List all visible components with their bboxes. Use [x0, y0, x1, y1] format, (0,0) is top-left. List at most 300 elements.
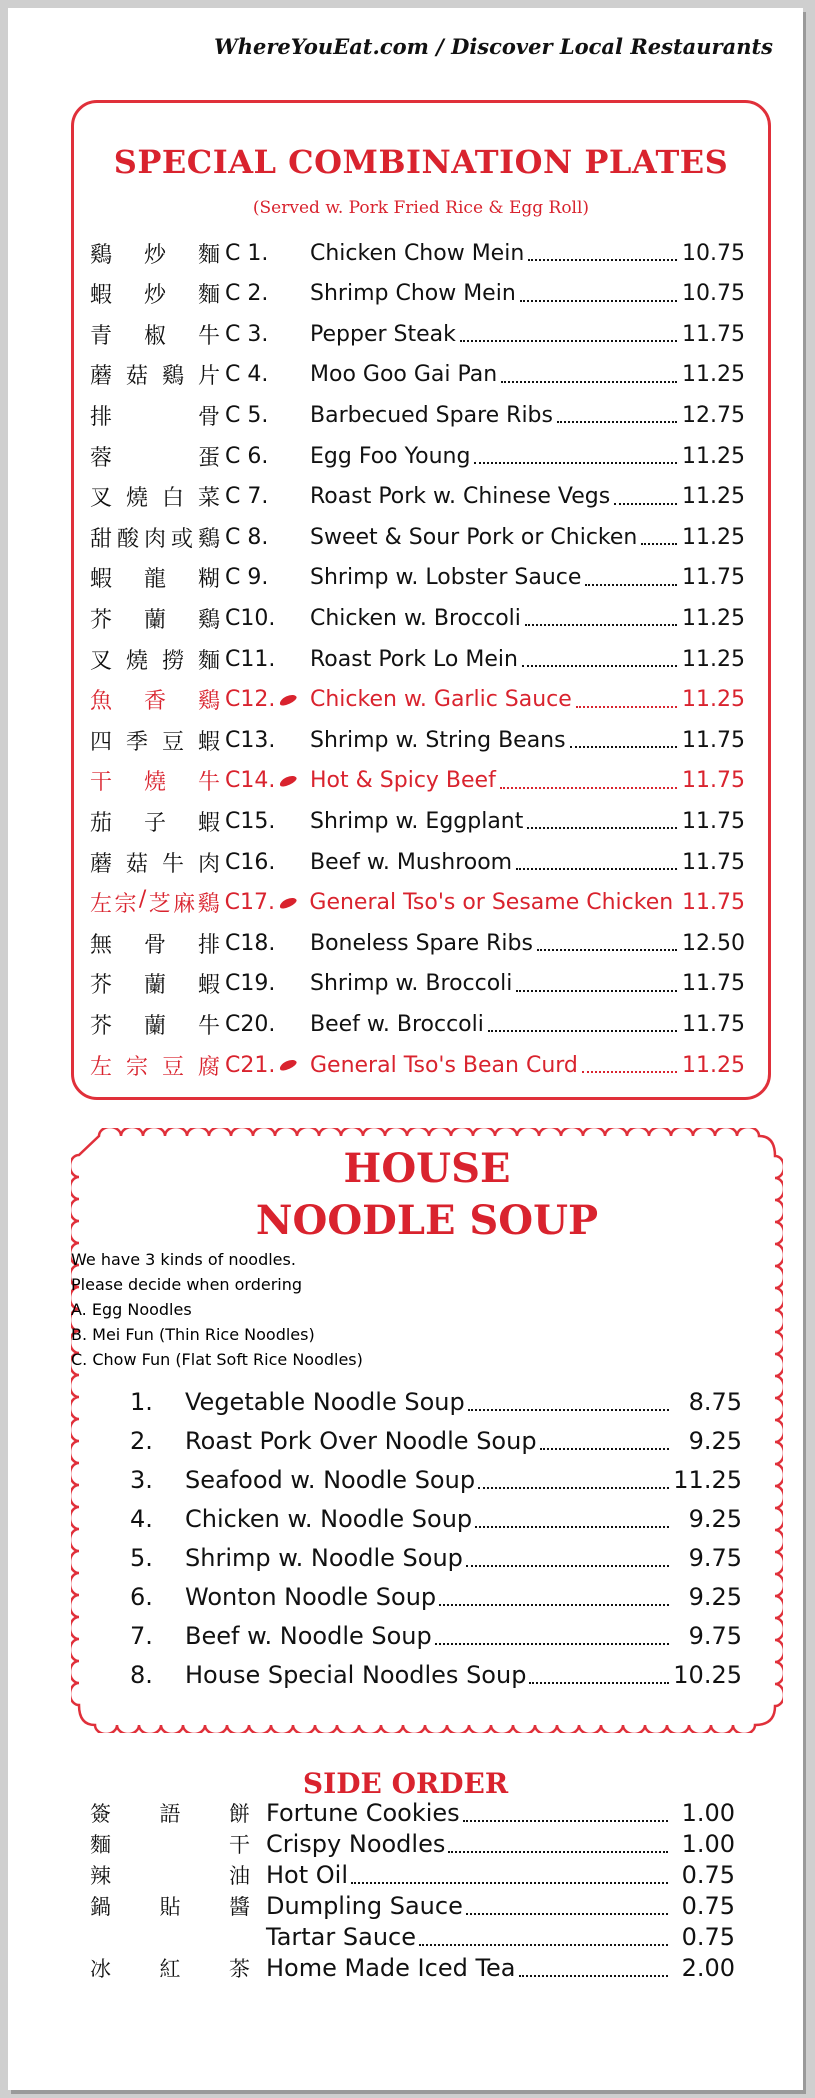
combo-item-code-text: C17.	[224, 890, 275, 916]
combo-item-name: Beef w. Broccoli	[310, 1011, 484, 1037]
combo-item-price: 11.75	[682, 1011, 745, 1037]
noodle-soup-number: 1.	[130, 1388, 153, 1416]
combo-item-code-text: C21.	[225, 1052, 276, 1078]
combo-item-price: 11.75	[682, 321, 745, 347]
combo-item-name: Barbecued Spare Ribs	[310, 402, 553, 428]
combo-item-chinese	[90, 400, 220, 431]
combo-item-code-text: C 1.	[225, 240, 269, 266]
combo-item-code	[220, 647, 310, 672]
combo-item-chinese-char: 麵	[197, 648, 220, 674]
combo-item-name: General Tso's Bean Curd	[310, 1052, 578, 1078]
dot-leader	[576, 692, 677, 708]
combo-item-chinese-char: 腐	[197, 1054, 220, 1080]
combo-item-chinese-char: 炒	[143, 242, 166, 268]
combo-item-price: 10.75	[682, 281, 745, 307]
noodle-soup-title-line2: NOODLE SOUP	[255, 1197, 599, 1244]
combo-item-chinese-char: 鷄	[161, 364, 184, 390]
noodle-soup-row	[130, 1618, 742, 1654]
dot-leader	[525, 610, 677, 626]
noodle-soup-price: 8.75	[688, 1388, 742, 1416]
combo-item-row	[90, 480, 745, 514]
combo-item-chinese-char: 麵	[197, 283, 220, 309]
combo-item-price: 11.75	[682, 890, 745, 916]
dot-leader	[474, 448, 677, 464]
side-order-chinese	[90, 1860, 250, 1890]
combo-item-code-text: C 8.	[225, 524, 269, 550]
side-order-chinese-char: 冰	[90, 1956, 111, 1981]
dot-leader	[529, 1666, 669, 1684]
side-order-chinese-char: 醬	[229, 1894, 250, 1919]
combo-item-chinese-char: 芝	[148, 892, 171, 918]
combo-item-price: 11.25	[682, 443, 745, 469]
noodle-soup-title-line1: HOUSE	[343, 1145, 511, 1192]
combo-item-chinese-char: 牛	[197, 323, 220, 349]
combo-item-chinese	[90, 725, 220, 756]
combo-item-row	[90, 358, 745, 392]
noodle-soup-row	[130, 1384, 742, 1420]
combo-item-code	[220, 565, 310, 590]
combo-item-chinese-char: 菇	[125, 851, 148, 877]
noodle-soup-number: 6.	[130, 1583, 153, 1611]
combo-item-chinese	[90, 522, 220, 553]
combo-item-chinese	[90, 278, 220, 309]
side-order-name: Crispy Noodles	[266, 1829, 446, 1858]
dot-leader	[466, 1897, 668, 1915]
combo-item-code-text: C 4.	[225, 362, 269, 388]
dot-leader	[475, 1510, 669, 1528]
combo-item-name: Shrimp w. Broccoli	[310, 971, 513, 997]
side-order-chinese-char: 紅	[159, 1956, 181, 1981]
noodle-soup-row	[130, 1579, 742, 1615]
dot-leader	[585, 570, 677, 586]
combo-item-chinese-char: 蘭	[143, 607, 166, 633]
combo-item-chinese-char: 豆	[161, 729, 184, 755]
combo-item-chinese-char: 龍	[143, 567, 166, 593]
dot-leader	[528, 245, 677, 261]
combo-item-chinese-char: 排	[197, 932, 220, 958]
noodle-soup-row	[130, 1462, 742, 1498]
combo-item-chinese-char: 燒	[125, 648, 148, 674]
side-order-name: Tartar Sauce	[266, 1922, 416, 1951]
side-order-chinese-char: 干	[229, 1832, 250, 1857]
hot-pepper-icon	[278, 895, 298, 910]
combo-item-chinese	[90, 238, 220, 269]
combo-item-price: 11.75	[682, 849, 745, 875]
combo-item-name: Chicken Chow Mein	[310, 240, 525, 266]
side-order-chinese-char: 餅	[229, 1801, 250, 1826]
side-order-name: Home Made Iced Tea	[266, 1953, 516, 1982]
side-order-chinese	[90, 1953, 250, 1983]
noodle-soup-price: 9.25	[688, 1505, 742, 1533]
combo-item-code	[220, 484, 310, 509]
noodle-soup-name: Seafood w. Noodle Soup	[185, 1466, 476, 1494]
combo-item-name: Shrimp w. Lobster Sauce	[310, 565, 582, 591]
combo-item-code	[220, 525, 310, 550]
combo-item-chinese-char: 蝦	[90, 283, 113, 309]
combo-item-name: Moo Goo Gai Pan	[310, 362, 498, 388]
combo-item-row	[90, 642, 745, 676]
side-order-chinese	[90, 1798, 250, 1828]
combo-item-row	[90, 277, 745, 311]
combo-item-row	[90, 845, 745, 879]
side-order-price: 2.00	[681, 1953, 735, 1982]
combo-item-chinese-char: 蝦	[90, 567, 113, 593]
combo-item-code	[220, 403, 310, 428]
side-order-chinese-char: 語	[159, 1801, 181, 1826]
side-order-price: 1.00	[681, 1798, 735, 1827]
dot-leader	[488, 1016, 677, 1032]
side-order-chinese-char: 鍋	[90, 1894, 111, 1919]
combo-item-row	[90, 967, 745, 1001]
combo-item-chinese-char: 干	[90, 770, 113, 796]
combo-item-code-text: C13.	[225, 727, 276, 753]
combo-item-code	[220, 362, 310, 387]
combo-item-price: 11.25	[682, 687, 745, 713]
dot-leader	[478, 1471, 669, 1489]
combo-item-chinese-char: 甜	[90, 526, 113, 552]
combo-item-price: 11.75	[682, 768, 745, 794]
dot-leader	[500, 773, 677, 789]
side-order-chinese	[90, 1829, 250, 1859]
combo-item-chinese-char: 叉	[90, 648, 113, 674]
combo-item-chinese	[90, 481, 220, 512]
combo-item-code	[220, 1012, 310, 1037]
combo-item-code-text: C10.	[225, 605, 276, 631]
dot-leader	[516, 854, 677, 870]
dot-leader	[540, 1432, 669, 1450]
combo-item-name: Shrimp w. Eggplant	[310, 808, 524, 834]
combo-item-chinese-char: /	[138, 887, 147, 913]
combo-item-name: Boneless Spare Ribs	[310, 930, 533, 956]
noodle-soup-name: Vegetable Noodle Soup	[185, 1388, 465, 1416]
combo-item-price: 11.25	[682, 1052, 745, 1078]
combo-item-chinese-char: 香	[143, 689, 166, 715]
noodle-soup-number: 8.	[130, 1661, 153, 1689]
combo-item-code	[220, 1053, 310, 1078]
combo-item-chinese-char: 椒	[143, 323, 166, 349]
combo-item-price: 12.75	[682, 402, 745, 428]
combo-item-chinese-char: 鷄	[197, 526, 220, 552]
noodle-soup-number: 2.	[130, 1427, 153, 1455]
noodle-soup-name: Beef w. Noodle Soup	[185, 1622, 432, 1650]
noodle-note-line: We have 3 kinds of noodles.	[71, 1250, 296, 1269]
combo-item-name: Shrimp Chow Mein	[310, 281, 516, 307]
combination-plates-title: SPECIAL COMBINATION PLATES	[113, 143, 729, 181]
combo-item-chinese	[90, 359, 220, 390]
combo-item-chinese-char: 肉	[143, 526, 166, 552]
noodle-note-line: Please decide when ordering	[71, 1275, 303, 1294]
combo-item-name: Pepper Steak	[310, 321, 456, 347]
combo-item-row	[90, 561, 745, 595]
combo-item-chinese-char: 鷄	[90, 242, 113, 268]
combo-item-chinese	[90, 441, 220, 472]
dot-leader	[516, 976, 677, 992]
combo-item-chinese	[90, 968, 220, 999]
side-order-title: SIDE ORDER	[302, 1767, 509, 1800]
noodle-soup-price: 11.25	[673, 1466, 742, 1494]
combo-item-row	[90, 317, 745, 351]
side-order-chinese-char: 麵	[90, 1832, 111, 1857]
combo-item-code-text: C 7.	[225, 484, 269, 510]
combo-item-row	[90, 601, 745, 635]
combo-item-chinese	[90, 1050, 220, 1081]
combo-item-name: Roast Pork w. Chinese Vegs	[310, 484, 611, 510]
noodle-soup-name: Shrimp w. Noodle Soup	[185, 1544, 463, 1572]
combo-item-chinese-char: 芥	[90, 607, 113, 633]
side-order-row	[90, 1952, 735, 1983]
combo-item-chinese-char: 骨	[143, 932, 166, 958]
noodle-soup-number: 3.	[130, 1466, 153, 1494]
combo-item-name: Roast Pork Lo Mein	[310, 646, 518, 672]
combo-item-code-text: C15.	[225, 808, 276, 834]
dot-leader	[557, 407, 677, 423]
combo-item-code	[220, 931, 310, 956]
side-order-chinese-char: 油	[229, 1863, 250, 1888]
combo-item-code	[220, 971, 310, 996]
combo-item-chinese	[90, 644, 220, 675]
combo-item-chinese-char: 宗	[114, 892, 137, 918]
combo-item-code	[220, 768, 310, 793]
combo-item-code-text: C 5.	[225, 402, 269, 428]
noodle-soup-row	[130, 1501, 742, 1537]
combo-item-price: 11.25	[682, 646, 745, 672]
noodle-soup-name: House Special Noodles Soup	[185, 1661, 527, 1689]
side-order-name: Fortune Cookies	[266, 1798, 460, 1827]
side-order-price: 0.75	[681, 1891, 735, 1920]
combo-item-chinese-char: 蘭	[143, 1013, 166, 1039]
noodle-soup-price: 9.25	[688, 1583, 742, 1611]
combo-item-code-text: C 9.	[225, 565, 269, 591]
dot-leader	[537, 935, 677, 951]
dot-leader	[439, 1588, 669, 1606]
dot-leader	[519, 1959, 668, 1977]
side-order-row	[90, 1921, 735, 1952]
combo-item-chinese-char: 菇	[125, 364, 148, 390]
combo-item-code	[220, 728, 310, 753]
combo-item-chinese-char: 糊	[197, 567, 220, 593]
combo-item-chinese-char: 牛	[197, 1013, 220, 1039]
combo-item-chinese-char: 骨	[197, 404, 220, 430]
side-order-row	[90, 1890, 735, 1921]
combo-item-code	[220, 687, 310, 712]
combo-item-chinese	[90, 887, 220, 918]
combo-item-chinese-char: 或	[170, 526, 193, 552]
combo-item-chinese	[90, 603, 220, 634]
noodle-soup-name: Chicken w. Noodle Soup	[185, 1505, 473, 1533]
combo-item-chinese	[90, 847, 220, 878]
noodle-soup-number: 4.	[130, 1505, 153, 1533]
side-order-price: 0.75	[681, 1860, 735, 1889]
combo-item-code-text: C20.	[225, 1011, 276, 1037]
side-order-chinese-char: 茶	[229, 1956, 250, 1981]
combo-item-chinese-char: 豆	[161, 1054, 184, 1080]
combo-item-price: 11.75	[682, 727, 745, 753]
combo-item-chinese-char: 芥	[90, 973, 113, 999]
combo-item-row	[90, 683, 745, 717]
dot-leader	[448, 1835, 668, 1853]
combo-item-chinese-char: 左	[90, 1054, 113, 1080]
combo-item-row	[90, 886, 745, 920]
combo-item-row	[90, 926, 745, 960]
noodle-note-line: C. Chow Fun (Flat Soft Rice Noodles)	[71, 1350, 363, 1369]
combo-item-chinese-char: 牛	[161, 851, 184, 877]
combination-plates-subtitle: (Served w. Pork Fried Rice & Egg Roll)	[252, 198, 590, 218]
combo-item-chinese	[90, 562, 220, 593]
side-order-chinese-char: 簽	[90, 1801, 111, 1826]
side-order-row	[90, 1828, 735, 1859]
side-order-row	[90, 1859, 735, 1890]
combo-item-code-text: C16.	[225, 849, 276, 875]
combo-item-row	[90, 804, 745, 838]
combo-item-price: 11.75	[682, 808, 745, 834]
combo-item-price: 11.25	[682, 605, 745, 631]
combo-item-chinese-char: 蓉	[90, 445, 113, 471]
dot-leader	[419, 1928, 668, 1946]
hot-pepper-icon	[279, 773, 299, 788]
side-order-chinese-char: 辣	[90, 1863, 111, 1888]
combo-item-code-text: C 3.	[225, 321, 269, 347]
combo-item-chinese-char: 蘭	[143, 973, 166, 999]
combo-item-price: 11.75	[682, 565, 745, 591]
combo-item-chinese-char: 無	[90, 932, 113, 958]
noodle-soup-row	[130, 1657, 742, 1693]
combo-item-price: 11.75	[682, 971, 745, 997]
combo-item-chinese	[90, 319, 220, 350]
noodle-soup-number: 5.	[130, 1544, 153, 1572]
combo-item-name: Sweet & Sour Pork or Chicken	[310, 524, 638, 550]
combo-item-name: General Tso's or Sesame Chicken	[309, 890, 674, 916]
combo-item-chinese-char: 左	[90, 892, 113, 918]
combo-item-chinese-char: 菜	[197, 486, 220, 512]
combo-item-code	[220, 444, 310, 469]
combo-item-row	[90, 1048, 745, 1082]
combo-item-chinese	[90, 684, 220, 715]
combo-item-name: Chicken w. Broccoli	[310, 605, 521, 631]
combo-item-chinese	[90, 1009, 220, 1040]
combo-item-chinese-char: 子	[143, 810, 166, 836]
combo-item-code	[220, 322, 310, 347]
noodle-soup-name: Roast Pork Over Noodle Soup	[185, 1427, 537, 1455]
combo-item-price: 12.50	[682, 930, 745, 956]
noodle-soup-price: 9.75	[688, 1544, 742, 1572]
side-order-name: Dumpling Sauce	[266, 1891, 463, 1920]
combo-item-chinese-char: 鷄	[197, 892, 220, 918]
combo-item-chinese-char: 酸	[116, 526, 139, 552]
combo-item-chinese-char: 蝦	[197, 973, 220, 999]
hot-pepper-icon	[279, 1058, 299, 1073]
noodle-soup-price: 9.75	[688, 1622, 742, 1650]
site-header: WhereYouEat.com / Discover Local Restaurants	[214, 34, 773, 59]
combo-item-code-text: C19.	[225, 971, 276, 997]
dot-leader	[614, 489, 677, 505]
combo-item-code	[220, 809, 310, 834]
combo-item-chinese-char: 肉	[197, 851, 220, 877]
noodle-soup-row	[130, 1423, 742, 1459]
combo-item-code-text: C14.	[225, 768, 276, 794]
combo-item-chinese-char: 芥	[90, 1013, 113, 1039]
side-order-row	[90, 1797, 735, 1828]
combo-item-chinese-char: 魚	[90, 689, 113, 715]
combo-item-chinese	[90, 928, 220, 959]
combo-item-chinese-char: 牛	[197, 770, 220, 796]
dot-leader	[468, 1393, 669, 1411]
combo-item-row	[90, 1007, 745, 1041]
combo-item-row	[90, 398, 745, 432]
combo-item-code	[220, 890, 310, 915]
noodle-note-line: A. Egg Noodles	[71, 1300, 192, 1319]
side-order-price: 0.75	[681, 1922, 735, 1951]
hot-pepper-icon	[279, 692, 299, 707]
combo-item-chinese-char: 撈	[161, 648, 184, 674]
combo-item-name: Hot & Spicy Beef	[310, 768, 496, 794]
combo-item-price: 11.25	[682, 362, 745, 388]
noodle-soup-price: 10.25	[673, 1661, 742, 1689]
combo-item-code-text: C11.	[225, 646, 276, 672]
combo-item-chinese-char: 炒	[143, 283, 166, 309]
combo-item-row	[90, 723, 745, 757]
combo-item-price: 11.25	[682, 484, 745, 510]
combo-item-chinese-char: 季	[125, 729, 148, 755]
combo-item-chinese-char: 鷄	[197, 607, 220, 633]
combo-item-code	[220, 281, 310, 306]
combo-item-chinese-char: 蝦	[197, 810, 220, 836]
combo-item-row	[90, 439, 745, 473]
combo-item-chinese-char: 白	[161, 486, 184, 512]
combo-item-name: Chicken w. Garlic Sauce	[310, 687, 572, 713]
combo-item-name: Shrimp w. String Beans	[310, 727, 566, 753]
combo-item-code	[220, 606, 310, 631]
combo-item-chinese-char: 蛋	[197, 445, 220, 471]
combo-item-code-text: C12.	[225, 687, 276, 713]
combo-item-chinese-char: 青	[90, 323, 113, 349]
noodle-soup-row	[130, 1540, 742, 1576]
combo-item-code-text: C 6.	[225, 443, 269, 469]
dot-leader	[463, 1804, 668, 1822]
dot-leader	[527, 813, 677, 829]
combo-item-chinese-char: 麻	[173, 892, 196, 918]
dot-leader	[582, 1057, 677, 1073]
combo-item-code	[220, 241, 310, 266]
dot-leader	[435, 1627, 669, 1645]
combo-item-chinese-char: 蘑	[90, 851, 113, 877]
noodle-soup-price: 9.25	[688, 1427, 742, 1455]
dot-leader	[522, 651, 677, 667]
noodle-note-line: B. Mei Fun (Thin Rice Noodles)	[71, 1325, 315, 1344]
dot-leader	[351, 1866, 668, 1884]
noodle-soup-number: 7.	[130, 1622, 153, 1650]
combo-item-row	[90, 764, 745, 798]
dot-leader	[641, 529, 677, 545]
combo-item-row	[90, 520, 745, 554]
side-order-chinese-char: 貼	[159, 1894, 181, 1919]
dot-leader	[501, 367, 677, 383]
combo-item-chinese-char: 茄	[90, 810, 113, 836]
combo-item-chinese	[90, 765, 220, 796]
combo-item-name: Egg Foo Young	[310, 443, 471, 469]
combo-item-chinese-char: 片	[197, 364, 220, 390]
combo-item-code-text: C18.	[225, 930, 276, 956]
combo-item-chinese-char: 蝦	[197, 729, 220, 755]
combo-item-price: 11.25	[682, 524, 745, 550]
combo-item-row	[90, 236, 745, 270]
combo-item-code-text: C 2.	[225, 281, 269, 307]
combo-item-chinese-char: 麵	[197, 242, 220, 268]
combo-item-code	[220, 850, 310, 875]
combo-item-chinese-char: 蘑	[90, 364, 113, 390]
combo-item-chinese-char: 燒	[143, 770, 166, 796]
combo-item-chinese-char: 叉	[90, 486, 113, 512]
side-order-name: Hot Oil	[266, 1860, 348, 1889]
